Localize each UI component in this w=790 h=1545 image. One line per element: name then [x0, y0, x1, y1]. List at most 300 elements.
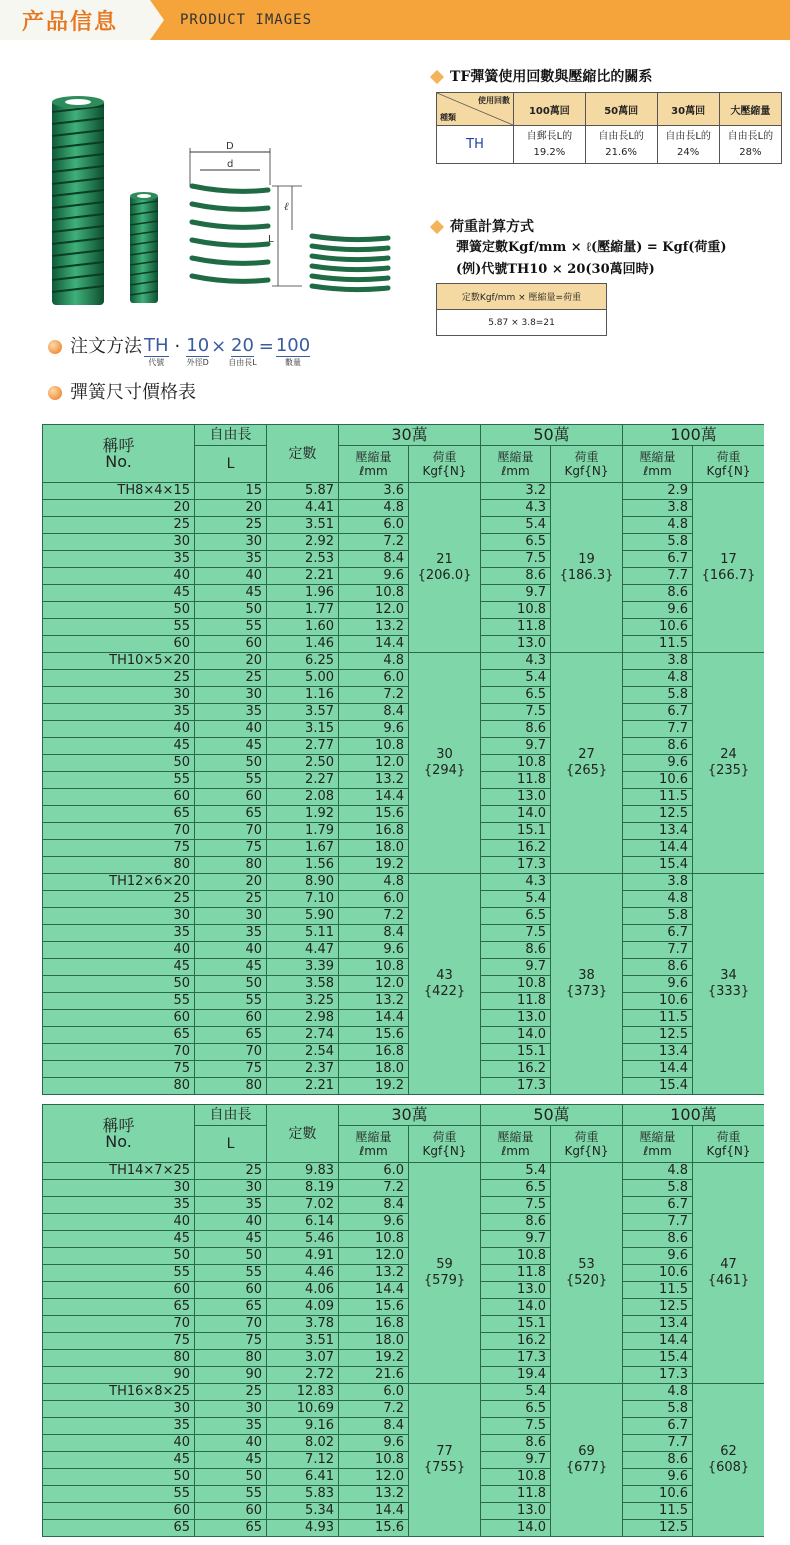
- spring-constant-cell: 12.83: [267, 1384, 339, 1401]
- spring-illustration: [40, 90, 410, 320]
- calc-header: 定數Kgf/mm × 壓縮量=荷重: [437, 284, 607, 310]
- col-header-comp-unit: ℓmm: [359, 464, 388, 479]
- compression-cell: 10.8: [481, 602, 551, 619]
- compression-cell: 4.8: [623, 517, 693, 534]
- compression-cell: 3.8: [623, 874, 693, 891]
- load-kgf: 30: [436, 747, 453, 762]
- load-cell: [693, 483, 765, 653]
- order-qty-sub: 數量: [285, 358, 301, 367]
- compression-cell: 6.5: [481, 908, 551, 925]
- load-cell: [409, 1384, 481, 1537]
- table-row: [43, 1180, 765, 1197]
- compression-cell: 13.0: [481, 1010, 551, 1027]
- table-row: [43, 1384, 765, 1401]
- free-length-cell: 45: [195, 738, 267, 755]
- table-row: [43, 1350, 765, 1367]
- load-cell: [693, 653, 765, 874]
- spring-name-cell: 80: [43, 1350, 195, 1367]
- compression-cell: 12.5: [623, 1027, 693, 1044]
- compression-cell: 16.8: [339, 823, 409, 840]
- spring-name-cell: 45: [43, 738, 195, 755]
- load-newton: {373}: [565, 984, 608, 999]
- table-row: [43, 653, 765, 670]
- load-cell: [409, 653, 481, 874]
- col-header-g30: 30萬: [339, 425, 481, 446]
- table-row: [43, 857, 765, 874]
- spring-name-cell: 55: [43, 993, 195, 1010]
- free-length-cell: 35: [195, 551, 267, 568]
- small-spring-image: [130, 192, 158, 303]
- compression-cell: 15.4: [623, 1078, 693, 1095]
- compression-cell: 6.0: [339, 517, 409, 534]
- compression-cell: 11.5: [623, 1503, 693, 1520]
- compression-cell: 13.4: [623, 823, 693, 840]
- load-newton: {461}: [707, 1273, 750, 1288]
- spring-constant-cell: 8.19: [267, 1180, 339, 1197]
- compression-cell: 9.6: [339, 1214, 409, 1231]
- spring-constant-cell: 8.90: [267, 874, 339, 891]
- spring-constant-cell: 10.69: [267, 1401, 339, 1418]
- free-length-cell: 65: [195, 806, 267, 823]
- compression-cell: 6.5: [481, 1401, 551, 1418]
- ratio-header-100: 100萬回: [514, 93, 586, 126]
- col-header-g100: 100萬: [623, 425, 765, 446]
- free-length-cell: 20: [195, 500, 267, 517]
- spring-name-cell: 40: [43, 1214, 195, 1231]
- ratio-cell: 自由長L的 24%: [657, 126, 719, 164]
- compression-cell: 19.2: [339, 857, 409, 874]
- spring-constant-cell: 5.00: [267, 670, 339, 687]
- compression-cell: 12.0: [339, 602, 409, 619]
- dim-label-d: d: [227, 159, 234, 170]
- compression-cell: 7.2: [339, 687, 409, 704]
- order-dot: ·: [174, 336, 181, 357]
- compression-cell: 3.6: [339, 483, 409, 500]
- col-header-no-label: No.: [105, 451, 132, 471]
- order-len-value: 20: [231, 335, 254, 356]
- free-length-cell: 45: [195, 1231, 267, 1248]
- col-header-comp: [339, 446, 409, 483]
- table-row: [43, 1401, 765, 1418]
- compression-cell: 14.4: [623, 840, 693, 857]
- spring-constant-cell: 1.16: [267, 687, 339, 704]
- load-formula: 彈簧定數Kgf/mm × ℓ(壓縮量) = Kgf(荷重): [456, 240, 727, 255]
- ratio-cell: 自由長L的 21.6%: [585, 126, 657, 164]
- free-length-cell: 25: [195, 1163, 267, 1180]
- compression-cell: 14.4: [623, 1333, 693, 1350]
- spring-dimension-diagram: [190, 141, 388, 290]
- table-row: [43, 1333, 765, 1350]
- compression-cell: 14.0: [481, 1299, 551, 1316]
- spring-constant-cell: 3.57: [267, 704, 339, 721]
- free-length-cell: 35: [195, 925, 267, 942]
- size-title-text: 彈簧尺寸價格表: [70, 382, 196, 403]
- spring-name-cell: 65: [43, 1027, 195, 1044]
- load-kgf: 62: [720, 1444, 737, 1459]
- table-row: [43, 1248, 765, 1265]
- compression-cell: 13.4: [623, 1044, 693, 1061]
- compression-cell: 3.2: [481, 483, 551, 500]
- spring-constant-cell: 2.92: [267, 534, 339, 551]
- spring-constant-cell: 1.46: [267, 636, 339, 653]
- compression-cell: 12.5: [623, 806, 693, 823]
- calc-value: 5.87 × 3.8=21: [437, 310, 607, 336]
- compression-cell: 9.6: [339, 1435, 409, 1452]
- compression-cell: 12.5: [623, 1520, 693, 1537]
- compression-cell: 8.6: [481, 568, 551, 585]
- col-header-load: [551, 446, 623, 483]
- free-length-cell: 25: [195, 1384, 267, 1401]
- compression-cell: 6.7: [623, 1197, 693, 1214]
- load-cell: [551, 483, 623, 653]
- spring-constant-cell: 1.77: [267, 602, 339, 619]
- table-row: [43, 772, 765, 789]
- spring-name-cell: 45: [43, 1231, 195, 1248]
- spring-constant-cell: 6.25: [267, 653, 339, 670]
- spring-name-cell: 25: [43, 517, 195, 534]
- compression-cell: 6.0: [339, 891, 409, 908]
- free-length-cell: 70: [195, 1316, 267, 1333]
- spring-name-cell: 45: [43, 1452, 195, 1469]
- spring-constant-cell: 1.92: [267, 806, 339, 823]
- compression-cell: 10.6: [623, 993, 693, 1010]
- spring-constant-cell: 1.96: [267, 585, 339, 602]
- corner-top-label: 使用回數: [478, 96, 510, 105]
- compression-cell: 14.4: [339, 1010, 409, 1027]
- compression-cell: 10.8: [481, 1248, 551, 1265]
- col-header-g30: 30萬: [339, 1105, 481, 1126]
- spring-name-cell: 35: [43, 925, 195, 942]
- spring-constant-cell: 2.21: [267, 568, 339, 585]
- compression-cell: 5.4: [481, 670, 551, 687]
- table-row: [43, 500, 765, 517]
- compression-cell: 11.5: [623, 636, 693, 653]
- free-length-cell: 35: [195, 1418, 267, 1435]
- compression-cell: 7.7: [623, 721, 693, 738]
- spring-constant-cell: 2.53: [267, 551, 339, 568]
- spring-name-cell: 60: [43, 1010, 195, 1027]
- spring-name-cell: 55: [43, 1486, 195, 1503]
- compression-cell: 13.0: [481, 789, 551, 806]
- load-kgf: 59: [436, 1257, 453, 1272]
- col-header-load-unit: Kgf{N}: [564, 464, 609, 479]
- free-length-cell: 60: [195, 789, 267, 806]
- free-length-cell: 30: [195, 534, 267, 551]
- col-header-comp-label: 壓縮量: [497, 450, 534, 465]
- col-header-load-label: 荷重: [432, 450, 457, 465]
- compression-cell: 8.6: [481, 1214, 551, 1231]
- table-row: [43, 483, 765, 500]
- spring-name-cell: 35: [43, 704, 195, 721]
- compression-cell: 10.6: [623, 1486, 693, 1503]
- spring-name-cell: 70: [43, 1044, 195, 1061]
- compression-cell: 16.2: [481, 1061, 551, 1078]
- table-row: [43, 704, 765, 721]
- load-example: (例)代號TH10 × 20(30萬回時): [456, 262, 655, 277]
- order-code-value: TH: [144, 335, 169, 356]
- col-header-load-label: 荷重: [716, 1130, 741, 1145]
- compression-cell: 13.4: [623, 1316, 693, 1333]
- compression-cell: 8.6: [623, 1452, 693, 1469]
- table-row: [43, 976, 765, 993]
- spring-name-cell: 40: [43, 568, 195, 585]
- spring-constant-cell: 4.06: [267, 1282, 339, 1299]
- compression-cell: 6.7: [623, 551, 693, 568]
- free-length-cell: 70: [195, 823, 267, 840]
- col-header-load: [409, 1126, 481, 1163]
- ratio-title-text: TF彈簧使用回數與壓縮比的關系: [450, 69, 653, 85]
- spring-name-cell: 75: [43, 1061, 195, 1078]
- col-header-comp-unit: ℓmm: [501, 464, 530, 479]
- load-newton: {755}: [423, 1460, 466, 1475]
- spec-table-2: [42, 1104, 764, 1537]
- load-cell: [693, 1163, 765, 1384]
- spring-name-cell: 65: [43, 1299, 195, 1316]
- table-row: [43, 959, 765, 976]
- compression-cell: 15.6: [339, 1299, 409, 1316]
- spring-constant-cell: 2.77: [267, 738, 339, 755]
- compression-cell: 17.3: [481, 1078, 551, 1095]
- compression-cell: 10.8: [481, 976, 551, 993]
- header-title-cn: 产品信息: [0, 0, 150, 40]
- spring-name-cell: 30: [43, 534, 195, 551]
- table-row: [43, 823, 765, 840]
- spring-constant-cell: 3.58: [267, 976, 339, 993]
- spring-name-cell: 50: [43, 1469, 195, 1486]
- free-length-cell: 60: [195, 1282, 267, 1299]
- spring-name-cell: 30: [43, 1180, 195, 1197]
- spring-name-cell: TH10×5×20: [43, 653, 195, 670]
- col-header-load-label: 荷重: [716, 450, 741, 465]
- compression-cell: 4.8: [623, 1163, 693, 1180]
- col-header-comp: [623, 1126, 693, 1163]
- col-header-g100: 100萬: [623, 1105, 765, 1126]
- spring-constant-cell: 2.98: [267, 1010, 339, 1027]
- col-header-name: [43, 425, 195, 483]
- compression-cell: 13.2: [339, 772, 409, 789]
- compression-cell: 13.2: [339, 1265, 409, 1282]
- spring-name-cell: 50: [43, 1248, 195, 1265]
- order-len-sub: 自由長L: [228, 358, 257, 367]
- table-row: [43, 1282, 765, 1299]
- spring-name-cell: 65: [43, 806, 195, 823]
- ratio-type-label: TH: [466, 136, 484, 152]
- compression-cell: 9.7: [481, 1452, 551, 1469]
- spring-name-cell: 55: [43, 1265, 195, 1282]
- compression-cell: 11.5: [623, 1010, 693, 1027]
- table-row: [43, 1469, 765, 1486]
- col-header-comp: [339, 1126, 409, 1163]
- free-length-cell: 80: [195, 857, 267, 874]
- compression-cell: 15.6: [339, 1027, 409, 1044]
- compression-cell: 7.5: [481, 1418, 551, 1435]
- free-length-cell: 25: [195, 517, 267, 534]
- spring-constant-cell: 1.79: [267, 823, 339, 840]
- table-row: [43, 789, 765, 806]
- free-length-cell: 45: [195, 1452, 267, 1469]
- table-row: [43, 517, 765, 534]
- compression-cell: 13.0: [481, 1282, 551, 1299]
- calc-table: [436, 283, 607, 336]
- compression-cell: 17.3: [481, 857, 551, 874]
- spring-name-cell: 65: [43, 1520, 195, 1537]
- compression-cell: 12.0: [339, 1469, 409, 1486]
- compression-cell: 11.5: [623, 1282, 693, 1299]
- ratio-corner-cell: [437, 93, 514, 126]
- ratio-type-cell: [437, 126, 514, 164]
- spring-constant-cell: 1.67: [267, 840, 339, 857]
- free-length-cell: 65: [195, 1520, 267, 1537]
- table-row: [43, 534, 765, 551]
- compression-cell: 9.6: [339, 568, 409, 585]
- compression-cell: 9.7: [481, 738, 551, 755]
- compression-cell: 4.3: [481, 653, 551, 670]
- compression-cell: 11.8: [481, 619, 551, 636]
- load-title: [432, 216, 534, 236]
- col-header-load-label: 荷重: [432, 1130, 457, 1145]
- order-code: [144, 336, 169, 368]
- free-length-cell: 50: [195, 1248, 267, 1265]
- compression-cell: 10.8: [481, 1469, 551, 1486]
- compression-cell: 2.9: [623, 483, 693, 500]
- col-header-load: [551, 1126, 623, 1163]
- col-header-load-unit: Kgf{N}: [706, 464, 751, 479]
- free-length-cell: 30: [195, 908, 267, 925]
- free-length-cell: 75: [195, 1061, 267, 1078]
- free-length-cell: 55: [195, 772, 267, 789]
- load-kgf: 34: [720, 968, 737, 983]
- size-title: [48, 378, 196, 404]
- table-row: [43, 1316, 765, 1333]
- compression-cell: 6.7: [623, 1418, 693, 1435]
- compression-cell: 16.2: [481, 840, 551, 857]
- load-kgf: 21: [436, 551, 453, 567]
- compression-cell: 19.2: [339, 1350, 409, 1367]
- compression-cell: 4.3: [481, 500, 551, 517]
- compression-cell: 18.0: [339, 840, 409, 857]
- compression-cell: 9.6: [339, 721, 409, 738]
- diamond-icon: [430, 70, 444, 84]
- col-header-load-unit: Kgf{N}: [422, 1144, 467, 1159]
- col-header-load-label: 荷重: [574, 450, 599, 465]
- table-row: [43, 1486, 765, 1503]
- spring-constant-cell: 4.91: [267, 1248, 339, 1265]
- spring-name-cell: 40: [43, 721, 195, 738]
- bullet-icon: [48, 340, 62, 354]
- compression-cell: 7.7: [623, 1435, 693, 1452]
- spring-constant-cell: 3.51: [267, 1333, 339, 1350]
- compression-cell: 7.5: [481, 1197, 551, 1214]
- col-header-g50: 50萬: [481, 1105, 623, 1126]
- compression-cell: 15.4: [623, 857, 693, 874]
- col-header-comp-unit: ℓmm: [501, 1144, 530, 1159]
- compression-cell: 7.7: [623, 942, 693, 959]
- compression-cell: 21.6: [339, 1367, 409, 1384]
- compression-cell: 5.8: [623, 1180, 693, 1197]
- compression-cell: 8.6: [623, 585, 693, 602]
- load-kgf: 77: [436, 1444, 453, 1459]
- load-cell: [409, 483, 481, 653]
- free-length-cell: 50: [195, 755, 267, 772]
- compression-cell: 15.1: [481, 1316, 551, 1333]
- spring-constant-cell: 3.25: [267, 993, 339, 1010]
- spring-constant-cell: 1.56: [267, 857, 339, 874]
- table-row: [43, 1435, 765, 1452]
- compression-cell: 9.7: [481, 959, 551, 976]
- bullet-icon: [48, 386, 62, 400]
- table-row: [43, 721, 765, 738]
- compression-cell: 6.5: [481, 687, 551, 704]
- spring-name-cell: 50: [43, 976, 195, 993]
- spring-constant-cell: 2.50: [267, 755, 339, 772]
- load-cell: [551, 653, 623, 874]
- col-header-comp: [623, 446, 693, 483]
- table-row: [43, 874, 765, 891]
- dim-label-l: ℓ: [284, 200, 289, 213]
- table-row: [43, 1231, 765, 1248]
- compression-cell: 4.8: [623, 670, 693, 687]
- compression-cell: 6.5: [481, 534, 551, 551]
- col-header-load-unit: Kgf{N}: [564, 1144, 609, 1159]
- col-header-no-label: No.: [105, 1131, 132, 1151]
- compression-cell: 8.6: [623, 959, 693, 976]
- order-code-sub: 代號: [148, 358, 165, 367]
- compression-cell: 13.2: [339, 1486, 409, 1503]
- compression-cell: 13.2: [339, 993, 409, 1010]
- compression-cell: 8.6: [623, 1231, 693, 1248]
- compression-cell: 7.5: [481, 925, 551, 942]
- compression-cell: 19.2: [339, 1078, 409, 1095]
- compression-cell: 9.6: [623, 755, 693, 772]
- compression-cell: 9.7: [481, 585, 551, 602]
- spring-constant-cell: 7.10: [267, 891, 339, 908]
- table-row: [43, 1010, 765, 1027]
- compression-cell: 19.4: [481, 1367, 551, 1384]
- ratio-cell: 自郵長L的 19.2%: [514, 126, 586, 164]
- load-cell: [551, 1163, 623, 1384]
- large-spring-image: [52, 96, 104, 305]
- col-header-free-len: 自由長: [195, 1105, 267, 1126]
- col-header-name: [43, 1105, 195, 1163]
- compression-cell: 8.6: [481, 1435, 551, 1452]
- compression-cell: 9.7: [481, 1231, 551, 1248]
- diamond-icon: [430, 220, 444, 234]
- spring-constant-cell: 4.47: [267, 942, 339, 959]
- load-newton: {677}: [565, 1460, 608, 1475]
- spring-name-cell: 35: [43, 551, 195, 568]
- load-title-text: 荷重計算方式: [450, 219, 534, 235]
- spring-constant-cell: 5.90: [267, 908, 339, 925]
- load-cell: [693, 874, 765, 1095]
- spring-constant-cell: 2.54: [267, 1044, 339, 1061]
- spring-constant-cell: 2.74: [267, 1027, 339, 1044]
- table-row: [43, 1452, 765, 1469]
- header-title-en: PRODUCT IMAGES: [180, 12, 313, 28]
- compression-cell: 7.5: [481, 551, 551, 568]
- order-label: 注文方法: [70, 336, 142, 357]
- load-kgf: 69: [578, 1444, 595, 1459]
- free-length-cell: 45: [195, 959, 267, 976]
- spring-name-cell: 60: [43, 1503, 195, 1520]
- compression-cell: 7.2: [339, 908, 409, 925]
- spring-constant-cell: 1.60: [267, 619, 339, 636]
- table-row: [43, 806, 765, 823]
- spring-name-cell: 30: [43, 687, 195, 704]
- spring-name-cell: TH8×4×15: [43, 483, 195, 500]
- spring-constant-cell: 3.51: [267, 517, 339, 534]
- compression-cell: 4.8: [623, 1384, 693, 1401]
- compression-cell: 5.4: [481, 517, 551, 534]
